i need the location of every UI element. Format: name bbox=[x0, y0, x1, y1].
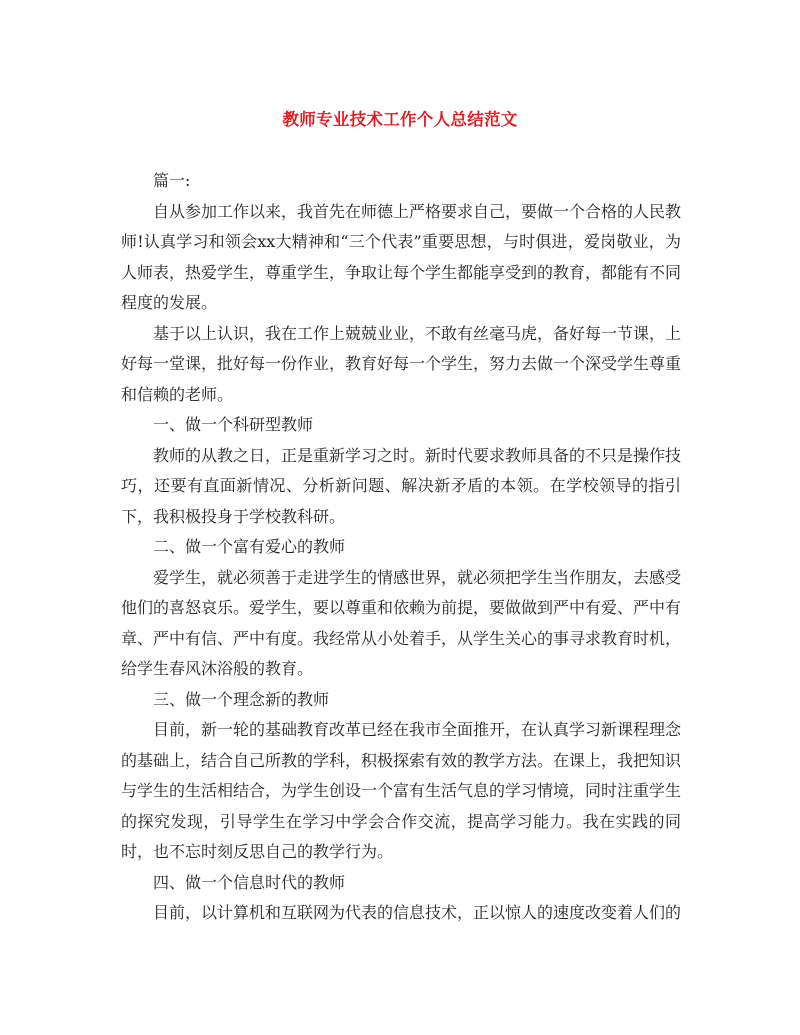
document-title: 教师专业技术工作个人总结范文 bbox=[282, 110, 518, 129]
section-heading: 一、做一个科研型教师 bbox=[153, 415, 314, 434]
section-heading: 二、做一个富有爱心的教师 bbox=[153, 537, 346, 556]
paragraph: 目前，新一轮的基础教育改革已经在我市全面推开，在认真学习新课程理念的基础上，结合自己所教的学科，积极探索有效的教学方法。在课上，我把知识与学生的生活相结合，为学生创设一个富有生活气息的学习情境，同时注重学生的探究发现，引导学生在学习中学会合作交流，提高学习能力。我在实践的同时，也不忘时刻反思自己的教学行为。 bbox=[121, 720, 682, 861]
document-body bbox=[121, 166, 681, 929]
paragraph: 基于以上认识，我在工作上兢兢业业，不敢有丝毫马虎，备好每一节课，上好每一堂课，批好每一份作业，教育好每一个学生，努力去做一个深受学生尊重和信赖的老师。 bbox=[121, 323, 682, 404]
paragraph: 自从参加工作以来，我首先在师德上严格要求自己，要做一个合格的人民教师!认真学习和领会xx大精神和“三个代表”重要思想，与时俱进，爱岗敬业，为人师表，热爱学生，尊重学生，争取让每个学生都能享受到的教育，都能有不同程度的发展。 bbox=[121, 201, 682, 312]
paragraph: 教师的从教之日，正是重新学习之时。新时代要求教师具备的不只是操作技巧，还要有直面新情况、分析新问题、解决新矛盾的本领。在学校领导的指引下，我积极投身于学校教科研。 bbox=[121, 445, 682, 526]
section-heading: 四、做一个信息时代的教师 bbox=[153, 872, 346, 892]
paragraph: 目前，以计算机和互联网为代表的信息技术，正以惊人的速度改变着人们的 bbox=[153, 903, 682, 922]
section-label: 篇一: bbox=[153, 171, 191, 190]
paragraph: 爱学生，就必须善于走进学生的情感世界，就必须把学生当作朋友，去感受他们的喜怒哀乐。爱学生，要以尊重和依赖为前提，要做做到严中有爱、严中有章、严中有信、严中有度。我经常从小处着手，从学生关心的事寻求教育时机，给学生春风沐浴般的教育。 bbox=[121, 567, 682, 678]
section-heading: 三、做一个理念新的教师 bbox=[153, 689, 330, 709]
